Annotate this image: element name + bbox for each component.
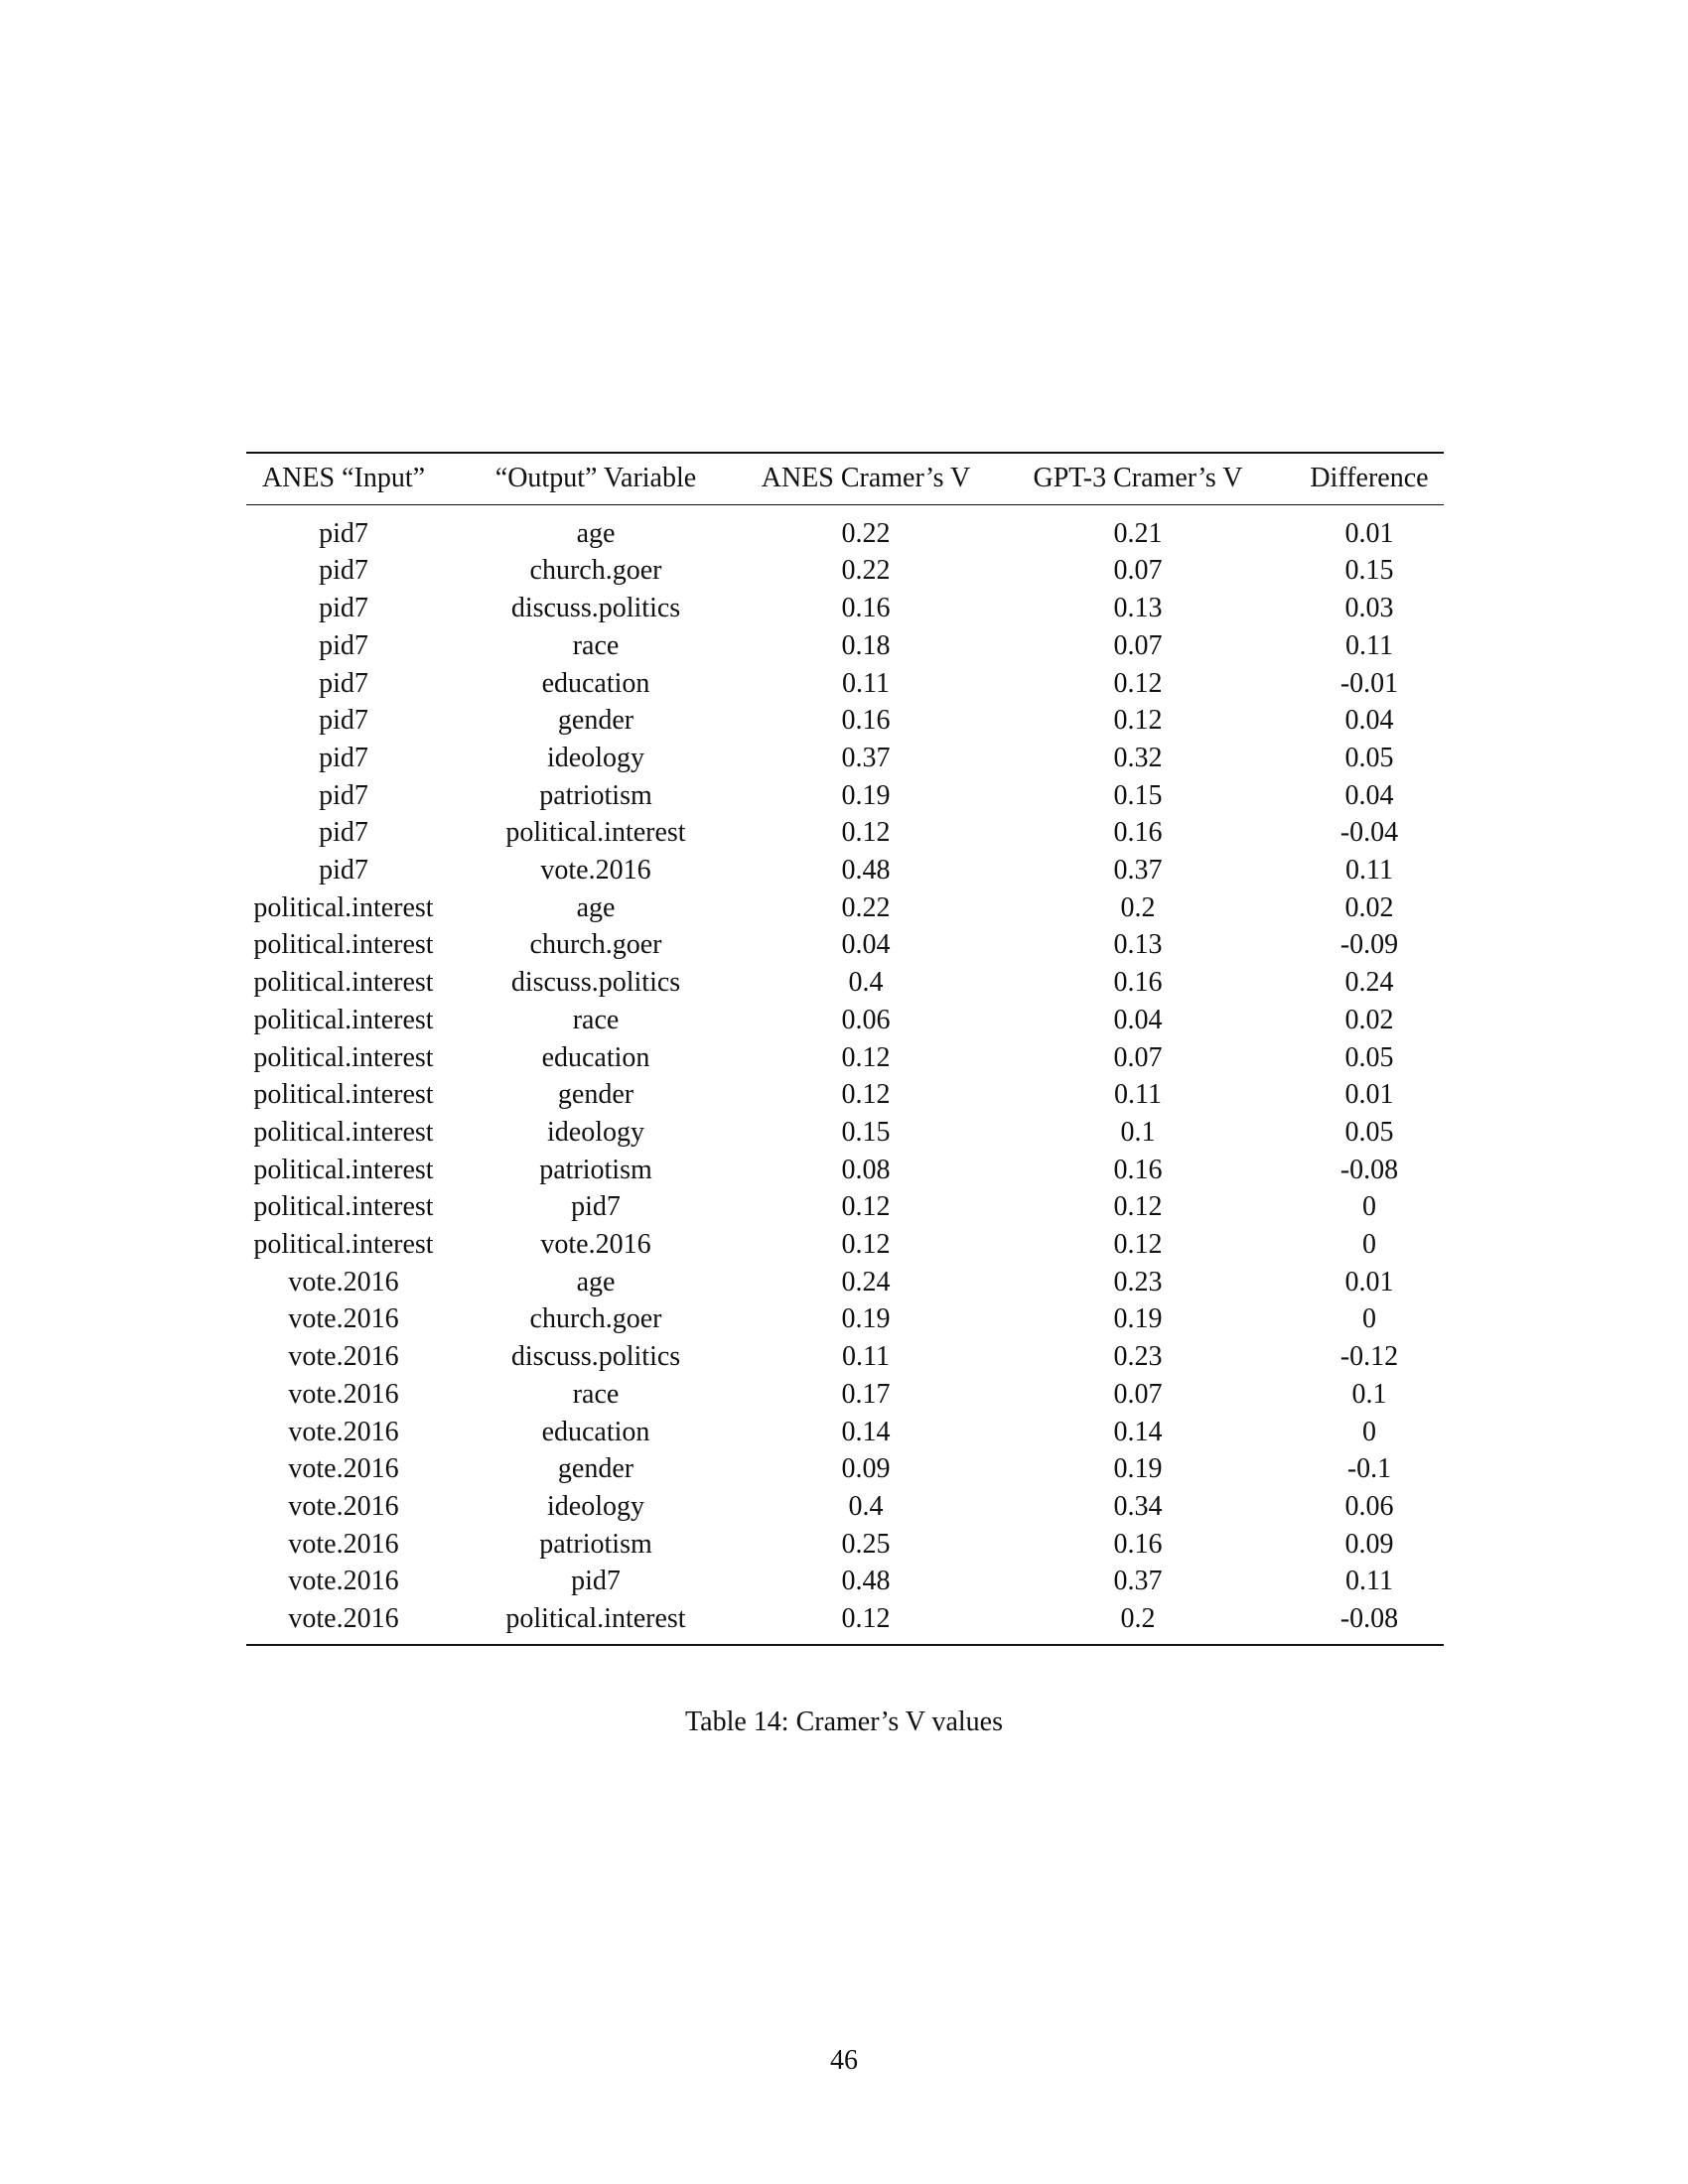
header-anes-cramers-v: ANES Cramer’s V — [751, 453, 981, 504]
cell-gpt3-cramers-v: 0.2 — [981, 1600, 1295, 1645]
cell-difference: 0.15 — [1344, 555, 1394, 587]
cell-gpt3-cramers-v: 0.12 — [1113, 1191, 1163, 1223]
cell-output-variable: pid7 — [571, 1566, 621, 1597]
cell-anes-cramers-v: 0.18 — [841, 629, 891, 661]
cell-anes-cramers-v: 0.25 — [841, 1528, 891, 1560]
cell-anes-input: political.interest — [253, 1004, 434, 1035]
cell-output-variable: discuss.politics — [510, 967, 681, 999]
cell-difference: 0.02 — [1344, 1004, 1394, 1035]
cell-anes-cramers-v: 0.24 — [841, 1266, 891, 1297]
cell-difference: 0 — [1362, 1416, 1376, 1447]
cell-gpt3-cramers-v: 0.07 — [1113, 629, 1163, 661]
cell-gpt3-cramers-v: 0.07 — [1113, 1378, 1163, 1410]
table-row — [246, 1039, 1444, 1077]
cell-output-variable: gender — [557, 1079, 634, 1111]
cell-gpt3-cramers-v: 0.04 — [1113, 1004, 1163, 1035]
cell-anes-input: vote.2016 — [288, 1453, 399, 1485]
cell-anes-cramers-v: 0.22 — [841, 891, 891, 923]
cell-difference: 0.11 — [1345, 855, 1393, 887]
cell-anes-input: pid7 — [319, 593, 368, 624]
cell-difference: -0.1 — [1346, 1453, 1392, 1485]
header-difference: Difference — [1295, 453, 1444, 504]
cell-gpt3-cramers-v: 0.13 — [1113, 929, 1163, 961]
cell-anes-cramers-v: 0.12 — [841, 1041, 891, 1073]
table-row — [246, 1076, 1444, 1114]
cell-output-variable: age — [576, 517, 616, 549]
cell-anes-cramers-v: 0.48 — [841, 1566, 891, 1597]
cell-difference: 0.04 — [1344, 779, 1394, 811]
cell-anes-input: political.interest — [253, 1041, 434, 1073]
table-row — [246, 702, 1444, 740]
cell-anes-cramers-v: 0.11 — [842, 667, 890, 699]
cell-anes-cramers-v: 0.37 — [841, 742, 891, 773]
cell-gpt3-cramers-v: 0.16 — [1113, 1154, 1163, 1185]
cell-anes-cramers-v: 0.48 — [841, 855, 891, 887]
table-row — [246, 504, 1444, 552]
table-row — [246, 740, 1444, 777]
cell-anes-input: vote.2016 — [288, 1416, 399, 1447]
cell-output-variable: race — [572, 1004, 620, 1035]
cell-anes-cramers-v: 0.11 — [842, 1341, 890, 1373]
cell-gpt3-cramers-v: 0.19 — [1113, 1303, 1163, 1335]
cell-anes-cramers-v: 0.08 — [841, 1154, 891, 1185]
table-row — [246, 1152, 1444, 1189]
cell-output-variable: gender — [557, 705, 634, 737]
page-number: 46 — [830, 2045, 858, 2076]
cell-anes-cramers-v: 0.09 — [841, 1453, 891, 1485]
cell-gpt3-cramers-v: 0.13 — [1113, 593, 1163, 624]
cell-anes-input: political.interest — [253, 1116, 434, 1148]
cell-gpt3-cramers-v: 0.15 — [1113, 779, 1163, 811]
cell-difference: 0 — [1362, 1303, 1376, 1335]
cell-gpt3-cramers-v: 0.12 — [1113, 667, 1163, 699]
cell-difference: 0.11 — [1345, 1566, 1393, 1597]
cell-difference: 0.09 — [1344, 1528, 1394, 1560]
cell-anes-input: pid7 — [319, 817, 368, 849]
cell-difference: -0.08 — [1295, 1600, 1444, 1645]
table-row — [246, 964, 1444, 1002]
cell-anes-cramers-v: 0.17 — [841, 1378, 891, 1410]
cell-anes-cramers-v: 0.22 — [841, 517, 891, 549]
cell-output-variable: church.goer — [529, 555, 662, 587]
table-row — [246, 1338, 1444, 1376]
cell-output-variable: discuss.politics — [510, 593, 681, 624]
table-row — [246, 814, 1444, 852]
cell-anes-cramers-v: 0.4 — [848, 1490, 884, 1522]
header-output-variable: “Output” Variable — [441, 453, 751, 504]
cell-output-variable: patriotism — [539, 1528, 652, 1560]
table-row — [246, 627, 1444, 665]
cell-gpt3-cramers-v: 0.37 — [1113, 1566, 1163, 1597]
cell-output-variable: education — [541, 1041, 650, 1073]
cell-output-variable: race — [572, 1378, 620, 1410]
cell-anes-input: pid7 — [319, 855, 368, 887]
cell-anes-cramers-v: 0.4 — [848, 967, 884, 999]
cell-anes-input: political.interest — [253, 1154, 434, 1185]
cell-gpt3-cramers-v: 0.16 — [1113, 967, 1163, 999]
cell-anes-input: vote.2016 — [288, 1490, 399, 1522]
cell-output-variable: age — [576, 891, 616, 923]
cell-gpt3-cramers-v: 0.12 — [1113, 1229, 1163, 1261]
cell-difference: 0.24 — [1344, 967, 1394, 999]
cell-difference: 0.05 — [1344, 742, 1394, 773]
header-gpt3-cramers-v: GPT-3 Cramer’s V — [981, 453, 1295, 504]
cell-anes-cramers-v: 0.06 — [841, 1004, 891, 1035]
cell-anes-cramers-v: 0.14 — [841, 1416, 891, 1447]
cell-difference: -0.09 — [1339, 929, 1399, 961]
cell-difference: 0.06 — [1344, 1490, 1394, 1522]
cell-anes-input: pid7 — [319, 705, 368, 737]
table-row — [246, 1002, 1444, 1039]
cell-output-variable: political.interest — [441, 1600, 751, 1645]
cell-gpt3-cramers-v: 0.23 — [1113, 1266, 1163, 1297]
cell-output-variable: vote.2016 — [540, 855, 651, 887]
cell-anes-input: pid7 — [319, 742, 368, 773]
table-row — [246, 777, 1444, 815]
cell-anes-cramers-v: 0.12 — [841, 1191, 891, 1223]
cell-output-variable: patriotism — [539, 779, 652, 811]
cell-output-variable: age — [576, 1266, 616, 1297]
cell-gpt3-cramers-v: 0.07 — [1113, 1041, 1163, 1073]
table-row — [246, 1600, 1444, 1645]
cell-gpt3-cramers-v: 0.11 — [1114, 1079, 1162, 1111]
cell-difference: 0.05 — [1344, 1116, 1394, 1148]
cell-gpt3-cramers-v: 0.14 — [1113, 1416, 1163, 1447]
table-row — [246, 1450, 1444, 1488]
cell-gpt3-cramers-v: 0.19 — [1113, 1453, 1163, 1485]
cramers-v-table — [246, 452, 1444, 1646]
table-row — [246, 926, 1444, 964]
table-row — [246, 1376, 1444, 1414]
table-row — [246, 1300, 1444, 1338]
cell-gpt3-cramers-v: 0.16 — [1113, 817, 1163, 849]
cell-difference: 0.05 — [1344, 1041, 1394, 1073]
cell-anes-input: pid7 — [319, 629, 368, 661]
table-row — [246, 1488, 1444, 1526]
cell-output-variable: ideology — [547, 742, 644, 773]
cell-anes-cramers-v: 0.16 — [841, 705, 891, 737]
cell-gpt3-cramers-v: 0.34 — [1113, 1490, 1163, 1522]
cell-anes-input: vote.2016 — [246, 1600, 441, 1645]
cell-difference: -0.12 — [1339, 1341, 1399, 1373]
cell-anes-cramers-v: 0.12 — [841, 817, 891, 849]
table-body — [246, 504, 1444, 1645]
cell-anes-cramers-v: 0.12 — [751, 1600, 981, 1645]
cell-output-variable: race — [572, 629, 620, 661]
cell-anes-cramers-v: 0.16 — [841, 593, 891, 624]
cell-difference: -0.04 — [1339, 817, 1399, 849]
table-row — [246, 889, 1444, 927]
cell-output-variable: patriotism — [539, 1154, 652, 1185]
cell-gpt3-cramers-v: 0.07 — [1113, 555, 1163, 587]
cell-anes-input: political.interest — [253, 929, 434, 961]
cell-difference: 0.03 — [1344, 593, 1394, 624]
cell-anes-input: political.interest — [253, 1191, 434, 1223]
cell-anes-cramers-v: 0.12 — [841, 1079, 891, 1111]
cell-output-variable: vote.2016 — [540, 1229, 651, 1261]
table-row — [246, 1414, 1444, 1451]
cell-output-variable: ideology — [547, 1490, 644, 1522]
cell-anes-input: vote.2016 — [288, 1303, 399, 1335]
cell-difference: 0.04 — [1344, 705, 1394, 737]
cell-anes-input: pid7 — [319, 779, 368, 811]
cell-difference: 0.11 — [1345, 629, 1393, 661]
cell-gpt3-cramers-v: 0.23 — [1113, 1341, 1163, 1373]
cell-output-variable: political.interest — [505, 817, 686, 849]
cell-gpt3-cramers-v: 0.12 — [1113, 705, 1163, 737]
cell-output-variable: discuss.politics — [510, 1341, 681, 1373]
cell-output-variable: gender — [557, 1453, 634, 1485]
table-row — [246, 590, 1444, 627]
table-row — [246, 1114, 1444, 1152]
table-row — [246, 552, 1444, 590]
table-row — [246, 1526, 1444, 1564]
cell-output-variable: church.goer — [529, 929, 662, 961]
cell-difference: 0.02 — [1344, 891, 1394, 923]
cell-anes-input: political.interest — [253, 1229, 434, 1261]
table-row — [246, 665, 1444, 703]
cell-anes-input: vote.2016 — [288, 1528, 399, 1560]
cell-output-variable: education — [541, 667, 650, 699]
cell-anes-input: political.interest — [253, 1079, 434, 1111]
cell-difference: -0.01 — [1339, 667, 1399, 699]
cell-gpt3-cramers-v: 0.1 — [1120, 1116, 1156, 1148]
cell-anes-cramers-v: 0.15 — [841, 1116, 891, 1148]
table-caption: Table 14: Cramer’s V values — [685, 1706, 1003, 1737]
cell-difference: -0.08 — [1339, 1154, 1399, 1185]
cell-anes-input: pid7 — [319, 555, 368, 587]
cell-output-variable: church.goer — [529, 1303, 662, 1335]
cell-anes-input: vote.2016 — [288, 1378, 399, 1410]
table-row — [246, 1188, 1444, 1226]
cell-difference: 0.01 — [1344, 517, 1394, 549]
cell-difference: 0.01 — [1344, 1266, 1394, 1297]
cell-anes-cramers-v: 0.19 — [841, 1303, 891, 1335]
cell-anes-input: vote.2016 — [288, 1341, 399, 1373]
table-row — [246, 1226, 1444, 1264]
cell-gpt3-cramers-v: 0.37 — [1113, 855, 1163, 887]
cell-difference: 0.1 — [1351, 1378, 1387, 1410]
cell-gpt3-cramers-v: 0.16 — [1113, 1528, 1163, 1560]
cell-difference: 0 — [1362, 1229, 1376, 1261]
cell-anes-cramers-v: 0.12 — [841, 1229, 891, 1261]
cell-gpt3-cramers-v: 0.32 — [1113, 742, 1163, 773]
cell-difference: 0 — [1362, 1191, 1376, 1223]
cell-anes-input: political.interest — [253, 891, 434, 923]
table-row — [246, 1264, 1444, 1301]
cell-difference: 0.01 — [1344, 1079, 1394, 1111]
cell-output-variable: pid7 — [571, 1191, 621, 1223]
header-anes-input: ANES “Input” — [246, 453, 441, 504]
cell-anes-cramers-v: 0.04 — [841, 929, 891, 961]
cell-anes-input: vote.2016 — [288, 1266, 399, 1297]
cell-anes-cramers-v: 0.19 — [841, 779, 891, 811]
cell-output-variable: ideology — [547, 1116, 644, 1148]
cell-anes-input: pid7 — [319, 517, 368, 549]
cell-anes-cramers-v: 0.22 — [841, 555, 891, 587]
cell-anes-input: political.interest — [253, 967, 434, 999]
cell-gpt3-cramers-v: 0.2 — [1120, 891, 1156, 923]
cell-anes-input: vote.2016 — [288, 1566, 399, 1597]
cell-anes-input: pid7 — [319, 667, 368, 699]
table-container — [246, 452, 1444, 1646]
cell-gpt3-cramers-v: 0.21 — [1113, 517, 1163, 549]
table-header-row — [246, 453, 1444, 504]
cell-output-variable: education — [541, 1416, 650, 1447]
table-row — [246, 1563, 1444, 1600]
table-row — [246, 852, 1444, 889]
